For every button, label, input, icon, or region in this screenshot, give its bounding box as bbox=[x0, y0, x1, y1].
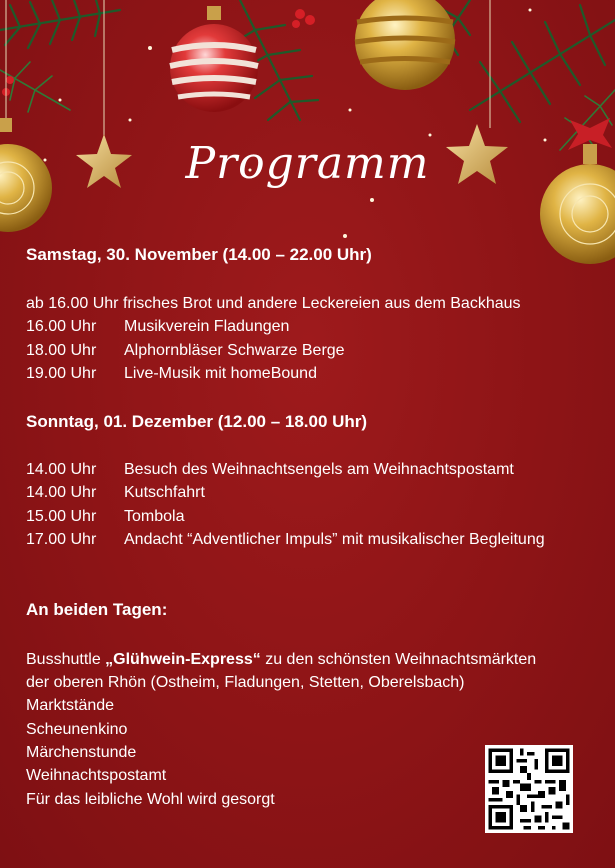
christmas-decoration bbox=[0, 0, 615, 270]
schedule-time: 14.00 Uhr bbox=[26, 484, 97, 501]
list-item: Für das leibliche Wohl wird gesorgt bbox=[26, 791, 275, 808]
sparkle-icon bbox=[44, 9, 547, 239]
list-item: Märchenstunde bbox=[26, 744, 137, 761]
schedule-time: 19.00 Uhr bbox=[26, 365, 97, 382]
schedule-time: 14.00 Uhr bbox=[26, 461, 97, 478]
schedule-row bbox=[26, 365, 317, 383]
schedule-row bbox=[26, 531, 545, 549]
shuttle-line bbox=[26, 651, 536, 669]
list-item: Weihnachtspostamt bbox=[26, 767, 167, 784]
shuttle-prefix: Busshuttle bbox=[26, 651, 106, 668]
schedule-desc: Kutschfahrt bbox=[124, 484, 205, 501]
schedule-desc: Tombola bbox=[124, 508, 185, 525]
schedule-row bbox=[26, 461, 514, 479]
page-title: Programm bbox=[185, 138, 430, 189]
schedule-time: 16.00 Uhr bbox=[26, 318, 97, 335]
schedule-desc: Besuch des Weihnachtsengels am Weihnachtspostamt bbox=[124, 461, 514, 478]
schedule-desc: Musikverein Fladungen bbox=[124, 318, 290, 335]
saturday-intro: ab 16.00 Uhr frisches Brot und andere Leckereien aus dem Backhaus bbox=[26, 295, 521, 312]
shuttle-suffix: zu den schönsten Weihnachtsmärkten bbox=[260, 651, 537, 668]
qr-code-icon[interactable] bbox=[485, 745, 573, 833]
schedule-time: 17.00 Uhr bbox=[26, 531, 97, 548]
shuttle-line-2: der oberen Rhön (Ostheim, Fladungen, Stetten, Oberelsbach) bbox=[26, 674, 465, 691]
schedule-time: 15.00 Uhr bbox=[26, 508, 97, 525]
ornament-ball-icon bbox=[170, 6, 258, 112]
list-item: Scheunenkino bbox=[26, 721, 128, 738]
schedule-row bbox=[26, 342, 345, 360]
schedule-time: 18.00 Uhr bbox=[26, 342, 97, 359]
schedule-desc: Alphornbläser Schwarze Berge bbox=[124, 342, 345, 359]
schedule-desc: Andacht “Adventlicher Impuls” mit musikalischer Begleitung bbox=[124, 531, 545, 548]
sunday-heading: Sonntag, 01. Dezember (12.00 – 18.00 Uhr) bbox=[26, 412, 368, 431]
shuttle-name: „Glühwein-Express“ bbox=[105, 651, 261, 668]
ornament-ball-icon bbox=[355, 0, 455, 90]
list-item: Marktstände bbox=[26, 697, 115, 714]
saturday-heading: Samstag, 30. November (14.00 – 22.00 Uhr) bbox=[26, 245, 372, 264]
both-days-heading: An beiden Tagen: bbox=[26, 600, 168, 619]
schedule-row bbox=[26, 484, 205, 502]
schedule-row bbox=[26, 508, 184, 526]
schedule-row bbox=[26, 318, 289, 336]
schedule-desc: Live-Musik mit homeBound bbox=[124, 365, 317, 382]
